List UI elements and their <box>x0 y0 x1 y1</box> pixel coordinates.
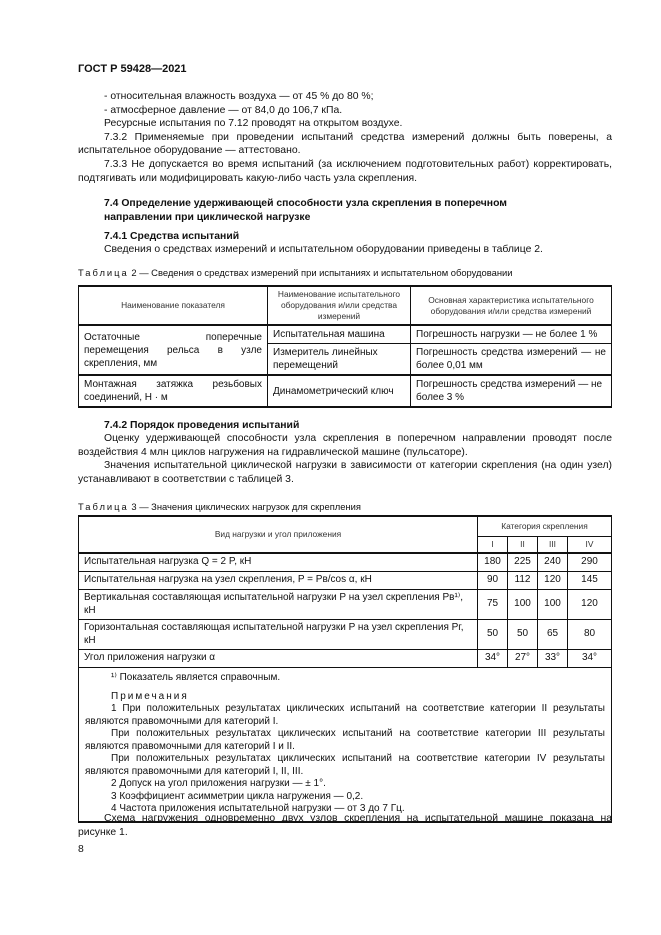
table-label: Таблица <box>78 267 129 278</box>
table-cell: 120 <box>538 572 568 590</box>
row-label: Испытательная нагрузка на узел скрепления, P = Pв/cos α, кН <box>79 572 478 590</box>
table-row <box>79 650 612 668</box>
table-cell: 50 <box>508 620 538 650</box>
table-row <box>79 572 612 590</box>
paragraph: 7.3.3 Не допускается во время испытаний (за исключением подготовительных работ) корректировать, подтягивать или модифицировать какую-либо часть узла скрепления. <box>78 158 612 184</box>
table-row <box>79 553 612 572</box>
table-cell: 65 <box>538 620 568 650</box>
note: 2 Допуск на угол приложения нагрузки — ± 1°. <box>111 778 326 789</box>
column-header: Категория скрепления <box>478 516 612 537</box>
column-header: Наименование испытательного оборудования и/или средства измерений <box>268 286 411 325</box>
table-row <box>79 590 612 620</box>
paragraph: Оценку удерживающей способности узла скрепления в поперечном направлении проводят после воздействия 4 млн циклов нагружения на гидравлической машине (пульсаторе). <box>78 433 612 458</box>
table-2 <box>78 285 612 408</box>
footnote: ¹⁾ Показатель является справочным. <box>111 672 281 683</box>
table-cell: 90 <box>478 572 508 590</box>
table-row <box>79 620 612 650</box>
procedure-text <box>78 432 612 486</box>
table-row <box>79 375 612 407</box>
category-header: I <box>478 537 508 554</box>
table-cell: 33° <box>538 650 568 668</box>
paragraph: - относительная влажность воздуха — от 45 % до 80 %; <box>104 91 374 102</box>
subsection-heading: 7.4.2 Порядок проведения испытаний <box>104 420 300 431</box>
category-header: III <box>538 537 568 554</box>
table2-caption <box>78 266 612 280</box>
table-cell: 120 <box>568 590 612 620</box>
paragraph: Ресурсные испытания по 7.12 проводят на открытом воздухе. <box>104 118 403 130</box>
row-label: Испытательная нагрузка Q = 2 P, кН <box>79 553 478 572</box>
table-cell: Погрешность средства измерений — не более 3 % <box>411 375 612 407</box>
table-cell: 290 <box>568 553 612 572</box>
table-cell: 145 <box>568 572 612 590</box>
row-label: Угол приложения нагрузки α <box>79 650 478 668</box>
category-header: II <box>508 537 538 554</box>
section-heading: 7.4 Определение удерживающей способности узла скрепления в поперечном направлении при циклической нагрузке <box>104 198 507 223</box>
table-cell: 225 <box>508 553 538 572</box>
table-row <box>79 325 612 344</box>
note: 4 Частота приложения испытательной нагрузки — от 3 до 7 Гц. <box>111 803 405 814</box>
table-cell: 34° <box>478 650 508 668</box>
page-number: 8 <box>78 844 84 855</box>
table-caption-text: 2 — Сведения о средствах измерений при испытаниях и испытательном оборудовании <box>131 267 513 278</box>
table-cell: 27° <box>508 650 538 668</box>
table-cell: Остаточные поперечные перемещения рельса в узле скрепления, мм <box>79 325 268 375</box>
table-cell: 112 <box>508 572 538 590</box>
table-cell: Погрешность нагрузки — не более 1 % <box>411 325 612 344</box>
table-cell: Погрешность средства измерений — не более 0,01 мм <box>411 344 612 376</box>
paragraph: - атмосферное давление — от 84,0 до 106,7 кПа. <box>104 104 343 116</box>
intro-text <box>78 90 612 185</box>
table-cell: 80 <box>568 620 612 650</box>
paragraph: Сведения о средствах измерений и испытательном оборудовании приведены в таблице 2. <box>104 244 543 255</box>
table-cell: 50 <box>478 620 508 650</box>
paragraph: Значения испытательной циклической нагрузки в зависимости от категории скрепления (на один узел) устанавливают в соответствии с таблицей 3. <box>78 460 612 485</box>
table-cell: 75 <box>478 590 508 620</box>
category-header: IV <box>568 537 612 554</box>
column-header: Основная характеристика испытательного оборудования и/или средства измерений <box>411 286 612 325</box>
note: 3 Коэффициент асимметрии цикла нагружения — 0,2. <box>111 790 364 802</box>
column-header: Наименование показателя <box>79 286 268 325</box>
row-label: Вертикальная составляющая испытательной нагрузки P на узел скрепления Pв¹⁾, кН <box>79 590 478 620</box>
table-caption-text: 3 — Значения циклических нагрузок для скрепления <box>131 501 361 512</box>
notes-title: Примечания <box>111 690 189 702</box>
column-header: Вид нагрузки и угол приложения <box>79 516 478 553</box>
row-label: Горизонтальная составляющая испытательной нагрузки P на узел скрепления Pг, кН <box>79 620 478 650</box>
paragraph: 7.3.2 Применяемые при проведении испытаний средства измерений должны быть поверены, а испытательное оборудование — аттестовано. <box>78 131 612 157</box>
table-cell: 100 <box>508 590 538 620</box>
table-cell: Монтажная затяжка резьбовых соединений, Н · м <box>79 375 268 407</box>
table-notes <box>79 668 612 822</box>
table3-caption <box>78 500 612 514</box>
table-cell: 34° <box>568 650 612 668</box>
table-cell: 180 <box>478 553 508 572</box>
table-3 <box>78 515 612 823</box>
note: При положительных результатах циклических испытаний на соответствие категории III результаты являются правомочными для категорий I и II. <box>85 728 605 752</box>
note: 1 При положительных результатах циклических испытаний на соответствие категории II результаты являются правомочными для категорий I. <box>85 703 605 727</box>
table-label: Таблица <box>78 501 129 512</box>
table-cell: Измеритель линейных перемещений <box>268 344 411 376</box>
document-header: ГОСТ Р 59428—2021 <box>78 63 187 75</box>
table-cell: 100 <box>538 590 568 620</box>
subsection-heading: 7.4.1 Средства испытаний <box>104 231 240 242</box>
table-cell: Динамометрический ключ <box>268 375 411 407</box>
note: При положительных результатах циклических испытаний на соответствие категории IV результаты являются правомочными для категорий I, II, III. <box>85 753 605 777</box>
table-cell: 240 <box>538 553 568 572</box>
paragraph: Схема нагружения одновременно двух узлов скрепления на испытательной машине показана на рисунке 1. <box>78 813 612 838</box>
table-cell: Испытательная машина <box>268 325 411 344</box>
